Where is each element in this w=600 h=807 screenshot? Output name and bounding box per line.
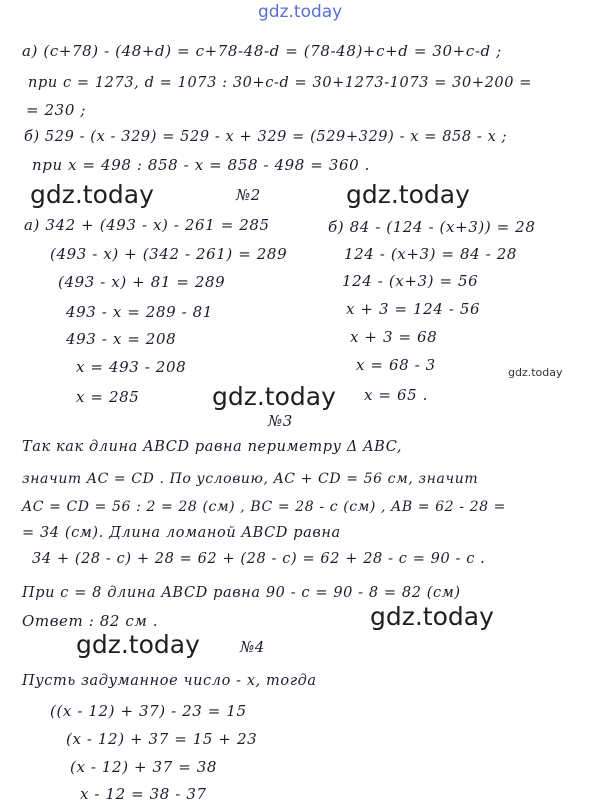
task2b-line-7: x = 65 . <box>364 386 428 404</box>
task4-line-4: (x - 12) + 37 = 38 <box>70 758 218 776</box>
task3-line-3: AC = CD = 56 : 2 = 28 (см) , BC = 28 - c (см) , AB = 62 - 28 = <box>22 499 506 515</box>
task2a-line-2: (493 - x) + (342 - 261) = 289 <box>50 245 288 263</box>
task4-line-5: x - 12 = 38 - 37 <box>80 785 207 803</box>
task3-line-2: значит AC = CD . По условию, AC + CD = 56 см, значит <box>22 471 479 487</box>
task3-answer: Ответ : 82 см . <box>22 612 159 630</box>
watermark-left: gdz.today <box>30 180 154 209</box>
task1-line-a: а) (c+78) - (48+d) = c+78-48-d = (78-48)+c+d = 30+c-d ; <box>22 42 502 60</box>
task2a-line-7: x = 285 <box>76 388 140 406</box>
task2b-line-3: 124 - (x+3) = 56 <box>342 272 479 290</box>
task3-line-1: Так как длина ABCD равна периметру Δ ABC, <box>22 439 403 455</box>
watermark-top: gdz.today <box>258 2 343 22</box>
task2b-line-1: б) 84 - (124 - (x+3)) = 28 <box>328 218 536 236</box>
task1-line-b-substitution: при x = 498 : 858 - x = 858 - 498 = 360 . <box>32 156 371 174</box>
watermark-small: gdz.today <box>508 366 563 379</box>
task3-line-4: = 34 (см). Длина ломаной ABCD равна <box>22 525 341 541</box>
task2a-line-1: а) 342 + (493 - x) - 261 = 285 <box>24 216 270 234</box>
task2a-line-3: (493 - x) + 81 = 289 <box>58 273 226 291</box>
task2b-line-5: x + 3 = 68 <box>350 328 438 346</box>
task2b-line-4: x + 3 = 124 - 56 <box>346 300 481 318</box>
task1-line-a-substitution: при c = 1273, d = 1073 : 30+c-d = 30+1273-1073 = 30+200 = <box>28 75 533 91</box>
task4-line-2: ((x - 12) + 37) - 23 = 15 <box>50 702 247 720</box>
task4-line-3: (x - 12) + 37 = 15 + 23 <box>66 730 258 748</box>
watermark-left-lower: gdz.today <box>76 630 200 659</box>
task4-number: №4 <box>240 638 265 656</box>
task2a-line-4: 493 - x = 289 - 81 <box>66 303 213 321</box>
task1-line-a-result: = 230 ; <box>26 101 86 119</box>
task2a-line-6: x = 493 - 208 <box>76 358 187 376</box>
task2a-line-5: 493 - x = 208 <box>66 330 177 348</box>
task2b-line-6: x = 68 - 3 <box>356 356 436 374</box>
task3-line-5: 34 + (28 - c) + 28 = 62 + (28 - c) = 62 + 28 - c = 90 - c . <box>32 551 486 567</box>
task3-line-6: При c = 8 длина ABCD равна 90 - c = 90 - 8 = 82 (см) <box>22 585 461 601</box>
watermark-right-lower: gdz.today <box>370 602 494 631</box>
task2b-line-2: 124 - (x+3) = 84 - 28 <box>344 245 517 263</box>
task1-line-b: б) 529 - (x - 329) = 529 - x + 329 = (529+329) - x = 858 - x ; <box>24 129 508 145</box>
task2-number: №2 <box>236 186 261 204</box>
task4-line-1: Пусть задуманное число - x, тогда <box>22 673 317 689</box>
task3-number: №3 <box>268 412 293 430</box>
watermark-center: gdz.today <box>212 382 336 411</box>
watermark-right: gdz.today <box>346 180 470 209</box>
